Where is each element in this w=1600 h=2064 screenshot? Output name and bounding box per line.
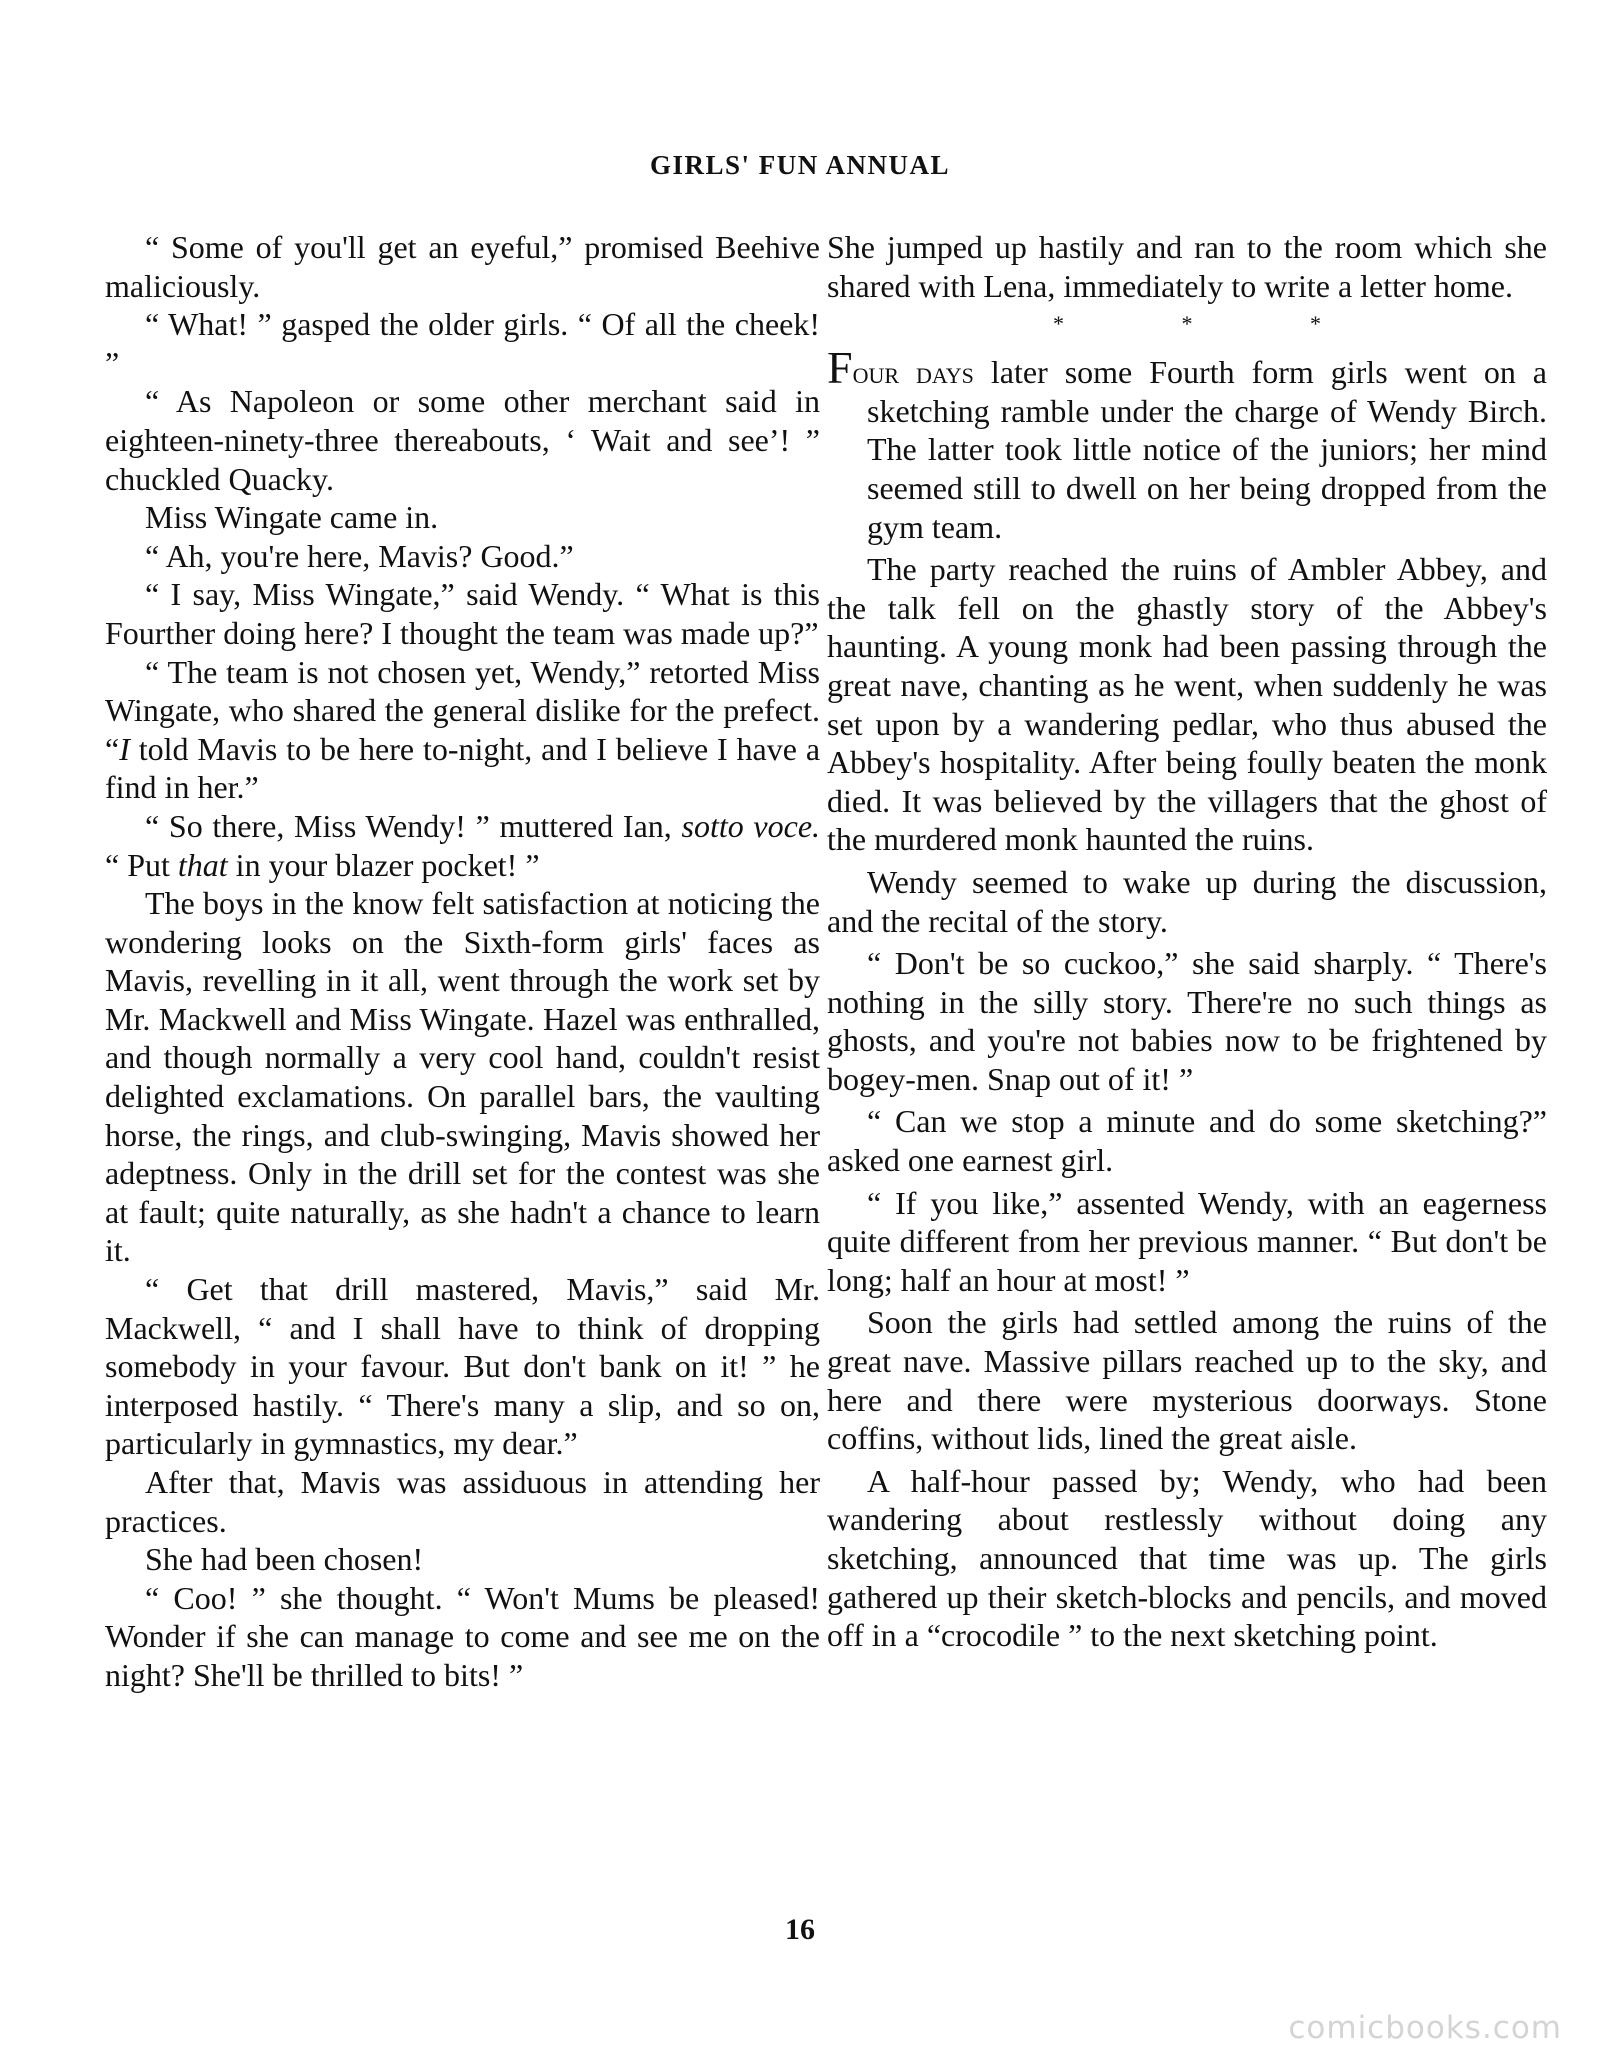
left-column	[105, 228, 820, 1695]
running-title: GIRLS' FUN ANNUAL	[649, 150, 951, 180]
paragraph: A half-hour passed by; Wendy, who had been wandering about restlessly without doing any sketching, announced that time was up. The girls gathered up their sketch-blocks and pencils, and moved off in a “crocodile ” to the next sketching point.	[827, 1462, 1547, 1654]
paragraph	[105, 807, 820, 884]
paragraph-text: “ So there, Miss Wendy! ” muttered Ian,	[145, 807, 672, 844]
paragraph: She jumped up hastily and ran to the room which she shared with Lena, immediately to write a letter home.	[827, 229, 1547, 304]
paragraph: After that, Mavis was assiduous in attending her practices.	[105, 1464, 820, 1539]
paragraph-text: told Mavis to be here to-night, and I believe I	[129, 730, 728, 767]
paragraph: “ Can we stop a minute and do some sketching?” asked one earnest girl.	[827, 1103, 1547, 1179]
paragraph: “ Get that drill mastered, Mavis,” said Mr. Mackwell, “ and I shall have to think of dropping somebody in your favour. But don't bank on it! ” he interposed hastily. “ There's many a slip, and so on, particularly in gymnastics, my dear.”	[105, 1271, 820, 1462]
drop-cap: F	[827, 342, 853, 394]
paragraph: “ Coo! ” she thought. “ Won't Mums be pleased! Wonder if she can manage to come and see me on the night? She'll be thrilled to bits! ”	[105, 1579, 820, 1693]
paragraph: Wendy seemed to wake up during the discussion, and the recital of the story.	[827, 863, 1547, 939]
paragraph-text: in your blazer pocket! ”	[235, 846, 540, 883]
paragraph-text: went on a sketching ramble under the charge of Wendy Birch. The latter took little notice of the juniors; her mind seemed still to dwell on her being dropped from the gym team.	[867, 354, 1548, 545]
quote-mark: “	[105, 730, 120, 767]
paragraph-text: “ Put	[105, 846, 170, 883]
watermark: comicbooks.com	[1288, 2010, 1562, 2046]
emphasis-sotto-voce: sotto voce.	[681, 807, 821, 844]
paragraph: Miss Wingate came in.	[145, 499, 439, 536]
emphasis-i: I	[119, 730, 130, 767]
page-number: 16	[785, 1913, 815, 1946]
paragraph	[105, 653, 820, 807]
paragraph: Soon the girls had settled among the ruins of the great nave. Massive pillars reached up to the sky, and here and there were mysterious doorways. Stone coffins, without lids, lined the great aisle.	[827, 1304, 1547, 1457]
section-break: * * *	[1053, 311, 1377, 337]
paragraph: The party reached the ruins of Ambler Abbey, and the talk fell on the ghastly story of the Abbey's haunting. A young monk had been passing through the great nave, chanting as he went, when suddenly he was set upon by a wandering pedlar, who thus abused the Abbey's hospitality. After being foully beaten the monk died. It was believed by the villagers that the ghost of the murdered monk haunted the ruins.	[827, 551, 1547, 858]
emphasis-that: that	[177, 846, 228, 883]
paragraph: “ Some of you'll get an eyeful,” promised Beehive maliciously.	[105, 229, 820, 304]
paragraph-text: later some Fourth form girls	[973, 354, 1388, 391]
paragraph: “ If you like,” assented Wendy, with an eagerness quite different from her previous manner. “ But don't be long; half an hour at most! ”	[827, 1184, 1547, 1298]
paragraph: The boys in the know felt satisfaction at noticing the wondering looks on the Sixth-form girls' faces as Mavis, revelling in it all, went through the work set by Mr. Mackwell and Miss Wingate. Hazel was enthralled, and though normally a very cool hand, couldn't resist delighted exclamations. On parallel bars, the vaulting horse, the rings, and club-swinging, Mavis showed her adeptness. Only in the drill set for the contest was she at fault; quite naturally, as she hadn't a chance to learn it.	[105, 885, 820, 1269]
paragraph: “ As Napoleon or some other merchant said in eighteen-ninety-three thereabouts, ‘ Wait and see’! ” chuckled Quacky.	[105, 383, 820, 497]
paragraph: She had been chosen!	[145, 1541, 424, 1578]
paragraph	[827, 342, 1548, 546]
paragraph-text: “ The team is not chosen yet, Wendy,” retorted Miss Wingate, who shared the general dislike for the prefect.	[105, 653, 820, 729]
small-caps-lead: our days	[852, 354, 974, 391]
paragraph: “ What! ” gasped the older girls. “ Of all the cheek! ”	[105, 306, 820, 381]
paragraph: “ Ah, you're here, Mavis? Good.”	[145, 537, 574, 574]
paragraph: “ Don't be so cuckoo,” she said sharply. “ There's nothing in the silly story. There're no such things as ghosts, and you're not babies now to be frightened by bogey-men. Snap out of it! ”	[827, 945, 1547, 1097]
paragraph-text: have a find in her.”	[105, 730, 821, 806]
paragraph: “ I say, Miss Wingate,” said Wendy. “ What is this Fourther doing here? I thought the team was made up?”	[105, 576, 820, 651]
right-column	[827, 228, 1547, 1659]
